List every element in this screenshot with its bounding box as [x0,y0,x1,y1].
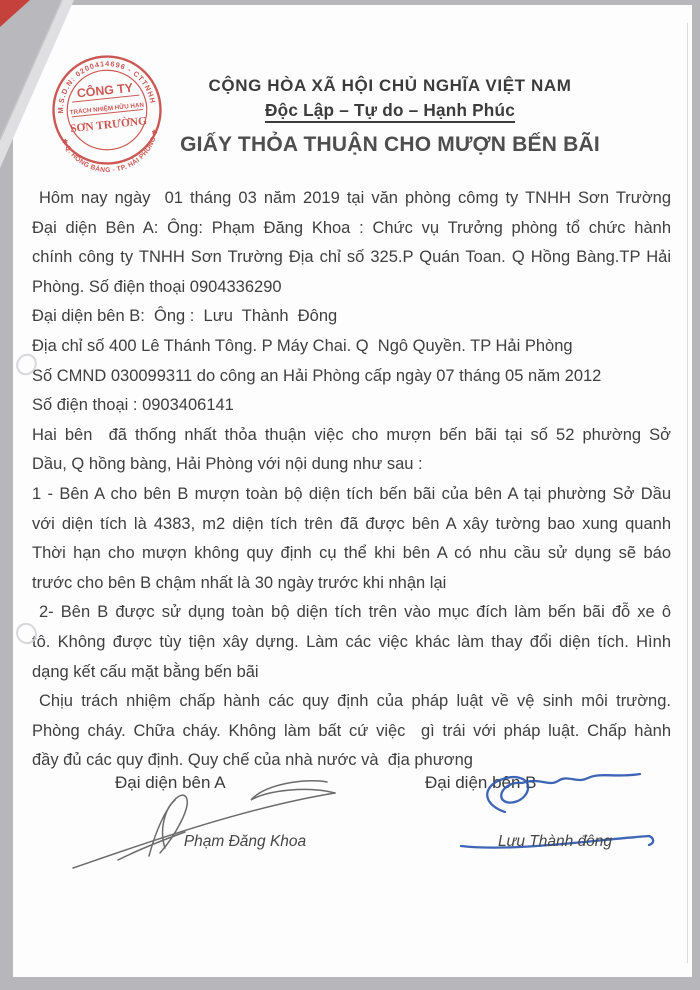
party-a-name: Phạm Đăng Khoa [183,833,307,850]
signature-section [13,760,692,895]
document-line: Số điện thoại : 0903406141 [32,396,234,415]
document-line: tô. Không được tùy tiện xây dựng. Làm các việc khác làm thay đổi diện tích. Hình [32,632,671,651]
document-line: Dầu, Q hồng bàng, Hải Phòng với nội dung như sau : [32,455,423,474]
party-b-label: Đại diện bên B [425,773,537,792]
party-a-label: Đại diện bên A [115,773,226,792]
document-line: Phòng cháy. Chữa cháy. Không làm bất cứ việc gì trái với pháp luật. Chấp hành [32,721,671,740]
national-header: CỘNG HÒA XÃ HỘI CHỦ NGHĨA VIỆT NAM [208,76,572,95]
document-line: Đại diện Bên A: Ông: Phạm Đăng Khoa : Chức vụ Trưởng phòng tổ chức hành [32,218,671,237]
national-motto [80,100,700,121]
document-title: GIẤY THỎA THUẬN CHO MƯỢN BẾN BÃI [180,133,600,156]
document-line: chính công ty TNHH Sơn Trường Địa chỉ số 325.P Quán Toan. Q Hồng Bàng.TP Hải [32,248,671,267]
document-line: với diện tích là 4383, m2 diện tích trên đã được bên A xây tường bao xung quanh [32,514,671,533]
stamp-arc-top-text: M.S.D.N: 0200414696 - CTTNHH [56,59,158,114]
party-a-signature [73,781,335,868]
stamp-company-line: CÔNG TY [76,80,134,101]
document-line: Hai bên đã thống nhất thỏa thuận việc cho mượn bến bãi tại số 52 phường Sở [32,425,671,444]
document-line: 2- Bên B được sử dụng toàn bộ diện tích trên vào mục đích làm bến bãi đỗ xe ô [39,603,671,622]
stamp-llc-line: TRÁCH NHIỆM HỮU HẠN [69,101,145,117]
stamp-name-line: SƠN TRƯỜNG [69,115,148,136]
document-line: Chịu trách nhiệm chấp hành các quy định của pháp luật về vệ sinh môi trường. [39,692,671,711]
document-line: Hôm nay ngày 01 tháng 03 năm 2019 tại văn phòng cômg ty TNHH Sơn Trường [39,189,671,207]
document-line: 1 - Bên A cho bên B mượn toàn bộ diện tích bến bãi của bên A tại phường Sở Dầu [32,484,671,503]
motto-underlined-text: Độc Lập – Tự do – Hạnh Phúc [265,100,515,123]
document-line: Phòng. Số điện thoại 0904336290 [32,277,282,296]
document-line: Số CMND 030099311 do công an Hải Phòng cấp ngày 07 tháng 05 năm 2012 [32,366,602,385]
corner-fold [0,0,160,210]
stamp-arc-bottom-text: ✱ Q. HỒNG BÀNG - TP. HẢI PHÒNG ✱ [59,128,160,174]
document-line: Đại diện bên B: Ông : Lưu Thành Đông [32,307,338,326]
document-line: dạng kết cấu mặt bằng bến bãi [32,662,259,681]
document-line: Thời hạn cho mượn không quy định cụ thể khi bên A có nhu cầu sử dụng sẽ báo [32,544,671,563]
document-line: Địa chỉ số 400 Lê Thánh Tông. P Máy Chai. Q Ngô Quyền. TP Hải Phòng [32,336,573,355]
document-line: trước cho bên B chậm nhất là 30 ngày trước khi nhận lại [32,573,447,592]
document-body [32,184,671,776]
document-line: đầy đủ các quy định. Quy chế của nhà nước và địa phương [32,751,473,770]
party-b-name: Lưu Thành đông [497,833,613,850]
